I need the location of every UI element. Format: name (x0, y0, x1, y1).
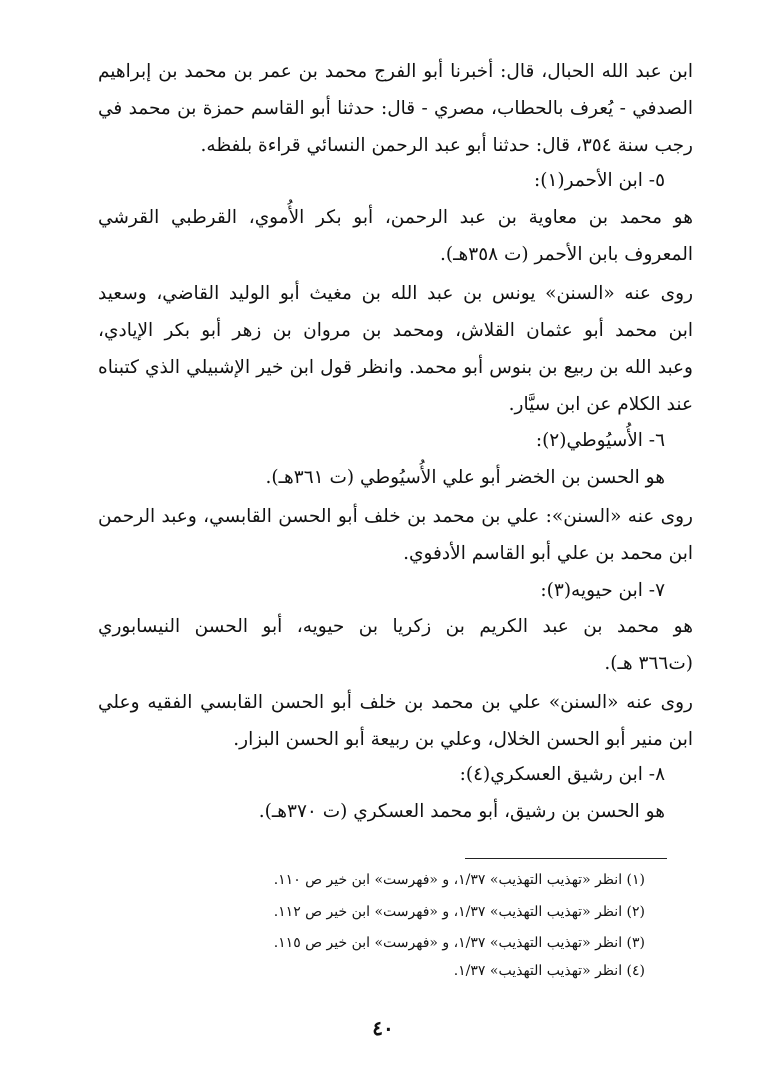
body-line-19: ابن منير أبو الحسن الخلال، وعلي بن ربيعة أبو الحسن البزار. (233, 729, 693, 750)
body-line-21: هو الحسن بن رشيق، أبو محمد العسكري (ت ٣٧٠هـ). (258, 801, 665, 822)
section-heading-5: ٥- ابن الأحمر(١): (534, 170, 665, 191)
footnote-1: (١) انظر «تهذيب التهذيب» ١/٣٧، و «فهرست» ابن خير ص ١١٠. (273, 872, 645, 888)
footnote-divider (465, 858, 667, 859)
section-heading-8: ٨- ابن رشيق العسكري(٤): (459, 764, 665, 785)
footnote-2: (٢) انظر «تهذيب التهذيب» ١/٣٧، و «فهرست» ابن خير ص ١١٢. (273, 904, 645, 920)
footnote-4: (٤) انظر «تهذيب التهذيب» ١/٣٧. (453, 963, 645, 979)
body-line-12: هو الحسن بن الخضر أبو علي الأُسيُوطي (ت ٣٦١هـ). (265, 467, 665, 488)
body-line-18: روى عنه «السنن» علي بن محمد بن خلف أبو الحسن القابسي الفقيه وعلي (98, 692, 693, 713)
body-line-13: روى عنه «السنن»: علي بن محمد بن خلف أبو الحسن القابسي، وعبد الرحمن (98, 506, 693, 527)
page-number: ٤٠ (372, 1016, 394, 1040)
body-line-9: وعبد الله بن ربيع بن بنوس أبو محمد. وانظر قول ابن خير الإشبيلي الذي كتبناه (98, 357, 693, 378)
section-heading-6: ٦- الأُسيُوطي(٢): (535, 430, 665, 451)
body-line-16: هو محمد بن عبد الكريم بن زكريا بن حيويه، أبو الحسن النيسابوري (98, 616, 693, 637)
body-line-14: ابن محمد بن علي أبو القاسم الأدفوي. (403, 543, 693, 564)
footnote-3: (٣) انظر «تهذيب التهذيب» ١/٣٧، و «فهرست» ابن خير ص ١١٥. (273, 935, 645, 951)
body-line-7: روى عنه «السنن» يونس بن عبد الله بن مغيث أبو الوليد القاضي، وسعيد (98, 283, 693, 304)
body-line-10: عند الكلام عن ابن سيَّار. (508, 394, 693, 415)
body-line-2: الصدفي - يُعرف بالحطاب، مصري - قال: حدثنا أبو القاسم حمزة بن محمد في (98, 98, 693, 119)
body-line-3: رجب سنة ٣٥٤، قال: حدثنا أبو عبد الرحمن النسائي قراءة بلفظه. (200, 135, 693, 156)
body-line-5: هو محمد بن معاوية بن عبد الرحمن، أبو بكر الأُموي، القرطبي القرشي (98, 207, 693, 228)
body-line-8: ابن محمد أبو عثمان القلاش، ومحمد بن مروان بن زهر أبو بكر الإيادي، (98, 320, 693, 341)
body-line-1: ابن عبد الله الحبال، قال: أخبرنا أبو الفرج محمد بن عمر بن محمد بن إبراهيم (98, 61, 693, 82)
body-line-17: (ت٣٦٦ هـ). (604, 653, 693, 674)
section-heading-7: ٧- ابن حيويه(٣): (540, 580, 665, 601)
body-line-6: المعروف بابن الأحمر (ت ٣٥٨هـ). (439, 244, 693, 265)
